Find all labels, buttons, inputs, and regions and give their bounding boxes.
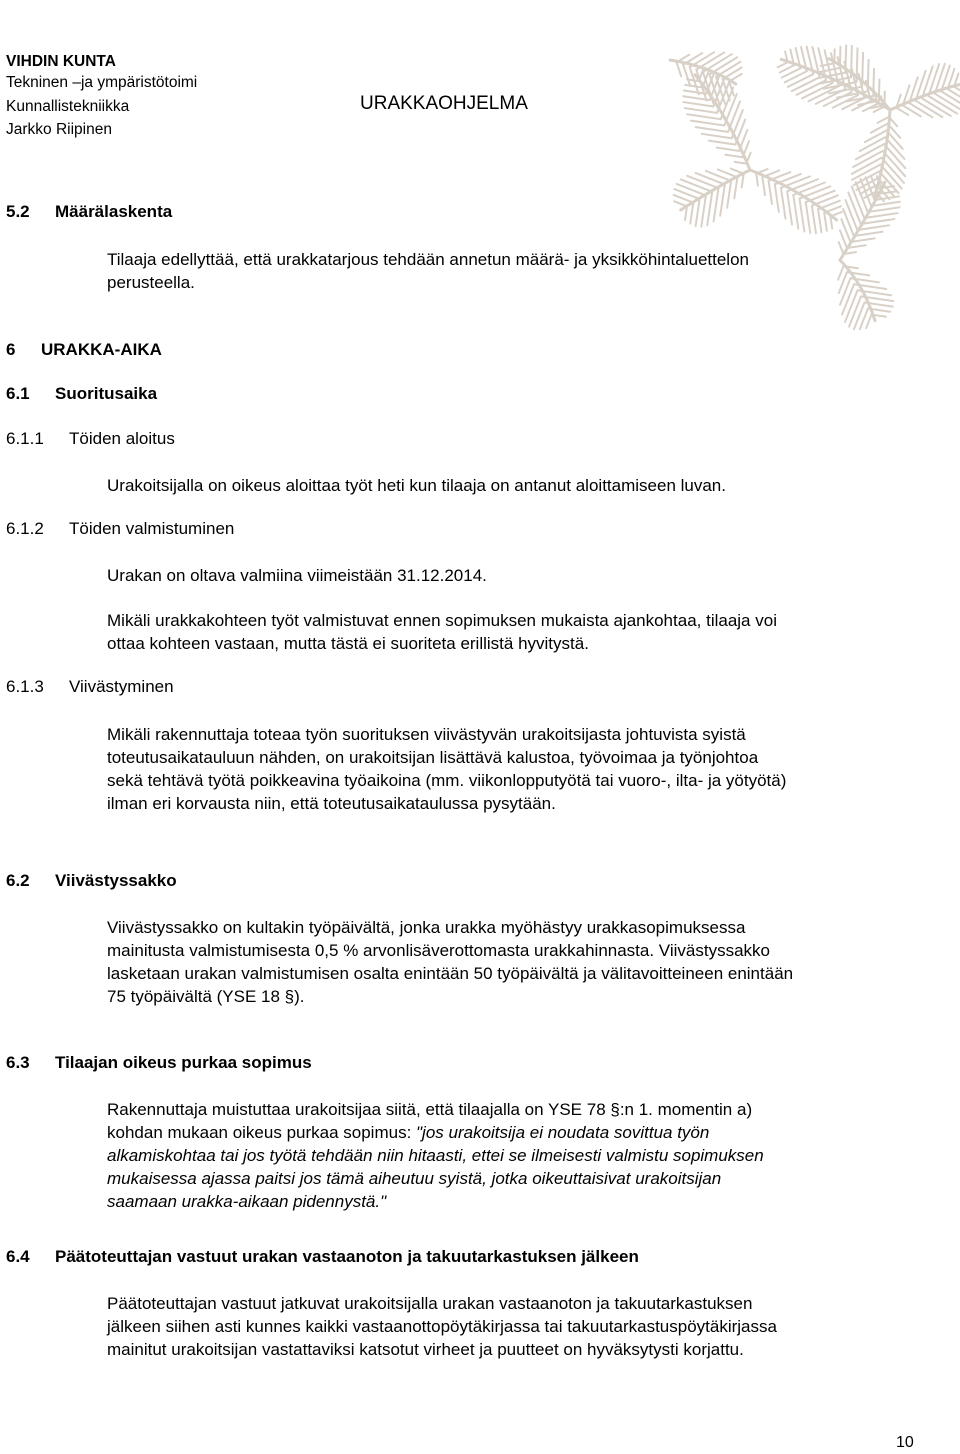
section-6-3-number: 6.3 [6,1053,30,1072]
leaf-frond [896,108,908,115]
leaf-frond [756,169,767,173]
leaf-frond [709,141,736,145]
leaf-frond [787,179,818,191]
leaf-frond [725,155,742,158]
leaf-frond [687,176,718,188]
leaf-frond [886,130,902,148]
leaf-frond [785,71,807,82]
section-6-3-title: Tilaajan oikeus purkaa sopimus [55,1053,312,1072]
leaf-frond [793,183,825,195]
leaf-frond [696,127,728,132]
section-6-1-3-number: 6.1.3 [6,677,44,696]
leaf-frond [793,195,798,229]
page-number: 10 [896,1434,914,1451]
leaf-frond [743,141,749,157]
section-6-1-3-line-2: toteutusaikatauluun nähden, on urakoitsijan lisättävä kalustoa, työvoimaa ja työnjohtoa [107,748,759,767]
section-6-1-2-text-2-line-1: Mikäli urakkakohteen työt valmistuvat ennen sopimuksen mukaista ajankohtaa, tilaaja voi [107,611,777,630]
section-6-3-line-2-quote: "jos urakoitsija ei noudata sovittua työn [416,1123,710,1142]
leaf-frond [852,187,864,218]
leaf-frond [845,45,846,72]
leaf-frond [685,108,717,113]
section-6-1-2-text-1: Urakan on oltava valmiina viimeistään 31.12.2014. [107,566,487,585]
section-6-4-line-1: Päätoteuttajan vastuut jatkuvat urakoitsijalla urakan vastaanoton ja takuutarkastuksen [107,1294,753,1313]
leaf-frond [691,121,724,126]
leaf-frond [728,102,740,132]
leaf-frond [683,53,702,65]
leaf-frond [824,213,827,231]
section-6-3-line-3: alkamiskohtaa tai jos työtä tehdään niin hitaasti, ettei se ilmeisesti valmistu sopimuksen [107,1146,764,1165]
section-6-3-line-2-plain: kohdan mukaan oikeus purkaa sopimus: [107,1123,417,1142]
section-6-2-line-1: Viivästyssakko on kultakin työpäivältä, jonka urakka myöhästyy urakkasopimuksessa [107,918,746,937]
leaf-frond [787,191,792,224]
leaf-frond [812,206,816,234]
leaf-frond [696,173,725,185]
leaf-frond [806,191,835,202]
leaf-frond [687,114,720,119]
leaf-frond [830,216,832,228]
leaf-frond [677,62,682,76]
section-6-1-3-line-4: ilman eri korvausta niin, että toteutusaikataulussa pysytään. [107,794,556,813]
leaf-frond [788,74,813,87]
leaf-frond [818,209,821,232]
author-name: Jarkko Riipinen [6,121,112,138]
leaf-frond [723,67,742,79]
leaf-frond [903,105,921,116]
leaf-frond [762,177,765,195]
leaf-frond [840,47,841,68]
leaf-frond [681,179,712,191]
leaf-frond [716,62,740,77]
section-6-3-line-2 [107,1121,709,1144]
section-5-2-number: 5.2 [6,202,30,221]
leaf-frond [845,290,857,322]
section-6-number: 6 [6,340,16,359]
leaf-frond [806,202,811,233]
leaf-frond [781,188,786,219]
section-6-2-title: Viivästyssakko [55,871,177,890]
leaf-frond [849,296,861,326]
section-6-1-3-title: Viivästyminen [69,677,174,696]
section-6-1-title: Suoritusaika [55,384,158,403]
leaf-frond [717,148,739,151]
leaf-frond [843,209,854,236]
section-6-3-line-1: Rakennuttaja muistuttaa urakoitsijaa siitä, että tilaajalla on YSE 78 §:n 1. momentin a) [107,1100,753,1119]
leaf-frond [879,80,880,101]
section-6-1-3-line-3: sekä tehtävä työtä poikkeavina työaikoina (mm. viikonlopputyötä tai vuoro-, ilta- ja yötyötä) [107,771,787,790]
section-6-title: URAKKA-AIKA [41,340,162,359]
leaf-frond [845,200,857,230]
section-6-4-number: 6.4 [6,1247,30,1266]
section-6-1-2-title: Töiden valmistuminen [69,519,235,538]
leaf-frond [674,201,687,206]
section-6-4-line-2: jälkeen siihen asti kunnes kaikki vastaanottopöytäkirjassa tai takuutarkastuspöytäkirjassa [107,1317,777,1336]
leaf-frond [842,284,854,314]
leaf-frond [735,162,747,164]
section-6-1-3-line-1: Mikäli rakennuttaja toteaa työn suorituksen viivästyvän urakoitsijasta johtuvista syistä [107,725,746,744]
section-6-2-line-2: mainitusta valmistumisesta 0,5 % arvonlisäverottomasta urakkahinnasta. Viivästyssakko [107,941,770,960]
section-6-2-line-4: 75 työpäivältä (YSE 18 §). [107,987,305,1006]
section-6-2-number: 6.2 [6,871,30,890]
leaf-frond [860,137,886,151]
leaf-frond [866,315,871,329]
leaf-frond [848,193,860,224]
leaf-frond [720,185,725,216]
section-6-1-1-number: 6.1.1 [6,429,44,448]
leaf-frond [724,94,736,125]
leaf-frond [862,53,863,87]
leaf-frond [683,102,713,106]
leaf-frond [727,181,731,208]
section-6-1-1-title: Töiden aloitus [69,429,175,448]
leaf-frond [792,77,820,91]
leaf-frond [781,176,810,187]
section-6-3-line-5: saamaan urakka-aikaan pidennystä." [107,1192,387,1211]
leaf-frond [690,52,714,67]
leaf-frond [824,206,841,213]
leaf-frond [769,181,772,204]
leaf-frond [762,170,779,177]
leaf-frond [702,134,732,138]
leaf-frond [868,60,869,91]
section-5-2-title: Määrälaskenta [55,202,173,221]
section-6-1-1-text: Urakoitsijalla on oikeus aloittaa työt heti kun tilaaja on antanut aloittamiseen luvan. [107,476,726,495]
leaf-frond [873,69,874,96]
leaf-frond [838,266,843,280]
leaf-frond [690,203,693,224]
leaf-frond [799,186,830,198]
leaf-frond [714,188,719,221]
document-title: URAKKAOHJELMA [360,93,528,114]
leaf-frond [778,62,788,67]
section-6-1-2-text-2-line-2: ottaa kohteen vastaan, mutta tästä ei suoriteta erillistä hyvitystä. [107,634,589,653]
leaf-frond [812,195,838,205]
section-6-1-2-number: 6.1.2 [6,519,44,538]
section-5-2-line-1: Tilaaja edellyttää, että urakkatarjous tehdään annetun määrä- ja yksikköhintaluettelon [107,250,749,269]
leaf-frond [696,199,700,226]
leaf-frond [824,92,852,106]
organization-name: VIHDIN KUNTA [6,53,116,70]
section-6-2-line-3: lasketaan urakan valmistumisen osalta enintään 50 työpäivältä ja välitavoitteineen enintään [107,964,794,983]
leaf-frond [734,177,737,198]
leaf-frond [851,46,852,77]
leaf-frond [840,278,851,305]
leaf-frond [780,65,794,72]
leaf-frond [756,174,758,186]
leaf-frond [857,48,858,82]
department-name: Tekninen –ja ympäristötoimi [6,74,198,91]
section-6-4-line-3: mainitut urakoitsijan vastattaviksi katsotut virheet ja puutteet on hyväksytysti korjattu. [107,1340,744,1359]
leaf-frond [707,192,712,225]
leaf-frond [909,103,932,117]
unit-name: Kunnallistekniikka [6,98,130,115]
section-6-4-title: Päätoteuttajan vastuut urakan vastaanoton ja takuutarkastuksen jälkeen [55,1247,639,1266]
leaf-frond [701,195,706,226]
leaf-frond [865,130,887,142]
leaf-frond [775,184,779,212]
leaf-frond [854,302,865,329]
leaf-frond [732,110,743,138]
leaf-frond [799,199,804,232]
palm-leaves-watermark-icon [590,0,960,330]
leaf-frond [839,242,844,254]
leaf-frond [746,153,750,164]
leaf-frond [685,85,702,88]
section-6-3-line-4: mukaisessa ajassa paitsi jos tämä aiheutuu syistä, jotka oikeuttaisivat urakoitsijan [107,1169,722,1188]
leaf-frond [731,169,744,174]
section-6-1-number: 6.1 [6,384,30,403]
leaf-frond [830,212,841,216]
leaf-frond [878,117,889,123]
section-5-2-line-2: perusteella. [107,273,195,292]
leaf-frond [775,174,801,184]
leaf-frond [677,184,706,196]
